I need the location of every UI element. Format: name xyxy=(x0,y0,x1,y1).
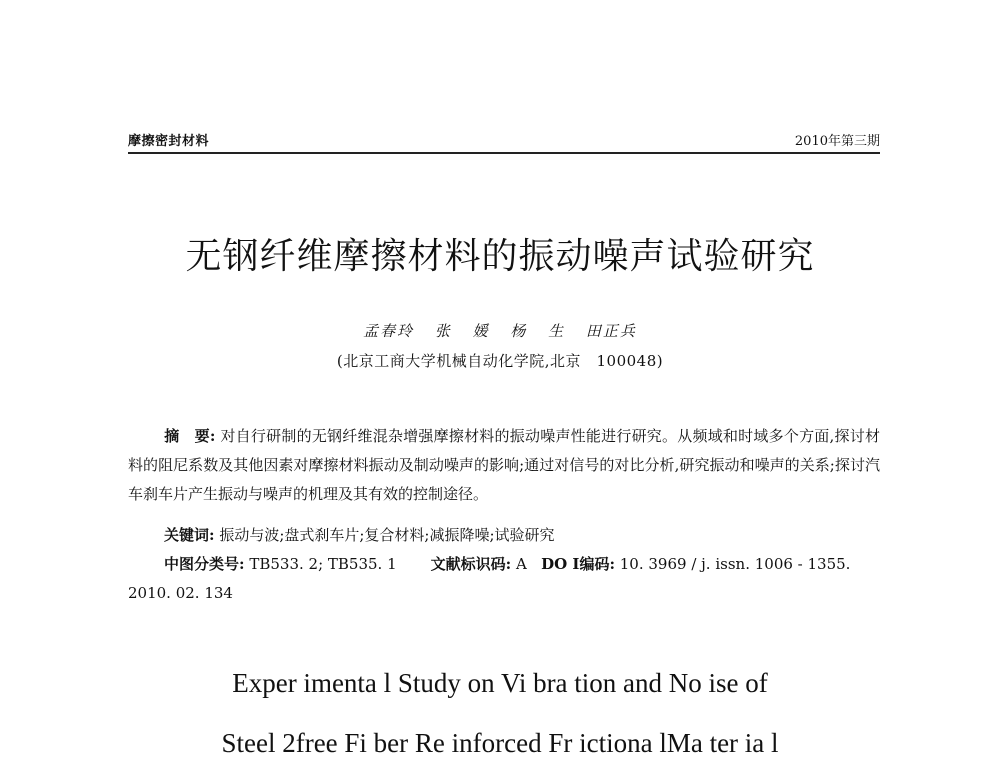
keywords-text: 振动与波;盘式刹车片;复合材料;减振降噪;试验研究 xyxy=(219,526,555,544)
journal-name: 摩擦密封材料 xyxy=(128,134,210,149)
issue-info: 2010年第三期 xyxy=(794,134,880,149)
english-title-line-1: Exper imenta l Study on Vi bra tion and No ise of xyxy=(232,668,768,698)
document-code-value: A xyxy=(515,555,527,573)
clc-label: 中图分类号: xyxy=(164,555,245,573)
abstract xyxy=(128,422,880,509)
abstract-label: 摘 要: xyxy=(164,427,216,445)
english-title-line-2: Steel 2free Fi ber Re inforced Fr ictiona lMa ter ia l xyxy=(221,728,779,758)
clc-value: TB533. 2; TB535. 1 xyxy=(249,555,397,573)
running-header xyxy=(128,128,880,154)
doi-label: DO I编码: xyxy=(541,555,615,573)
affiliation: (北京工商大学机械自动化学院,北京 100048) xyxy=(336,352,664,370)
abstract-text: 对自行研制的无钢纤维混杂增强摩擦材料的振动噪声性能进行研究。从频域和时域多个方面,探讨材料的阻尼系数及其他因素对摩擦材料振动及制动噪声的影响;通过对信号的对比分析,研究振动和噪声的关系;探讨汽车刹车片产生振动与噪声的机理及其有效的控制途径。 xyxy=(128,427,880,503)
document-code-label: 文献标识码: xyxy=(430,555,512,573)
doi-value: 10. 3969 / j. issn. 1006 - 1355. 2010. 02. 134 xyxy=(128,555,851,602)
authors: 孟春玲 张 媛 杨 生 田正兵 xyxy=(363,322,637,340)
classification-line xyxy=(128,550,880,608)
keywords-label: 关键词: xyxy=(164,526,215,544)
chinese-title: 无钢纤维摩擦材料的振动噪声试验研究 xyxy=(185,236,815,277)
keywords xyxy=(164,521,880,550)
